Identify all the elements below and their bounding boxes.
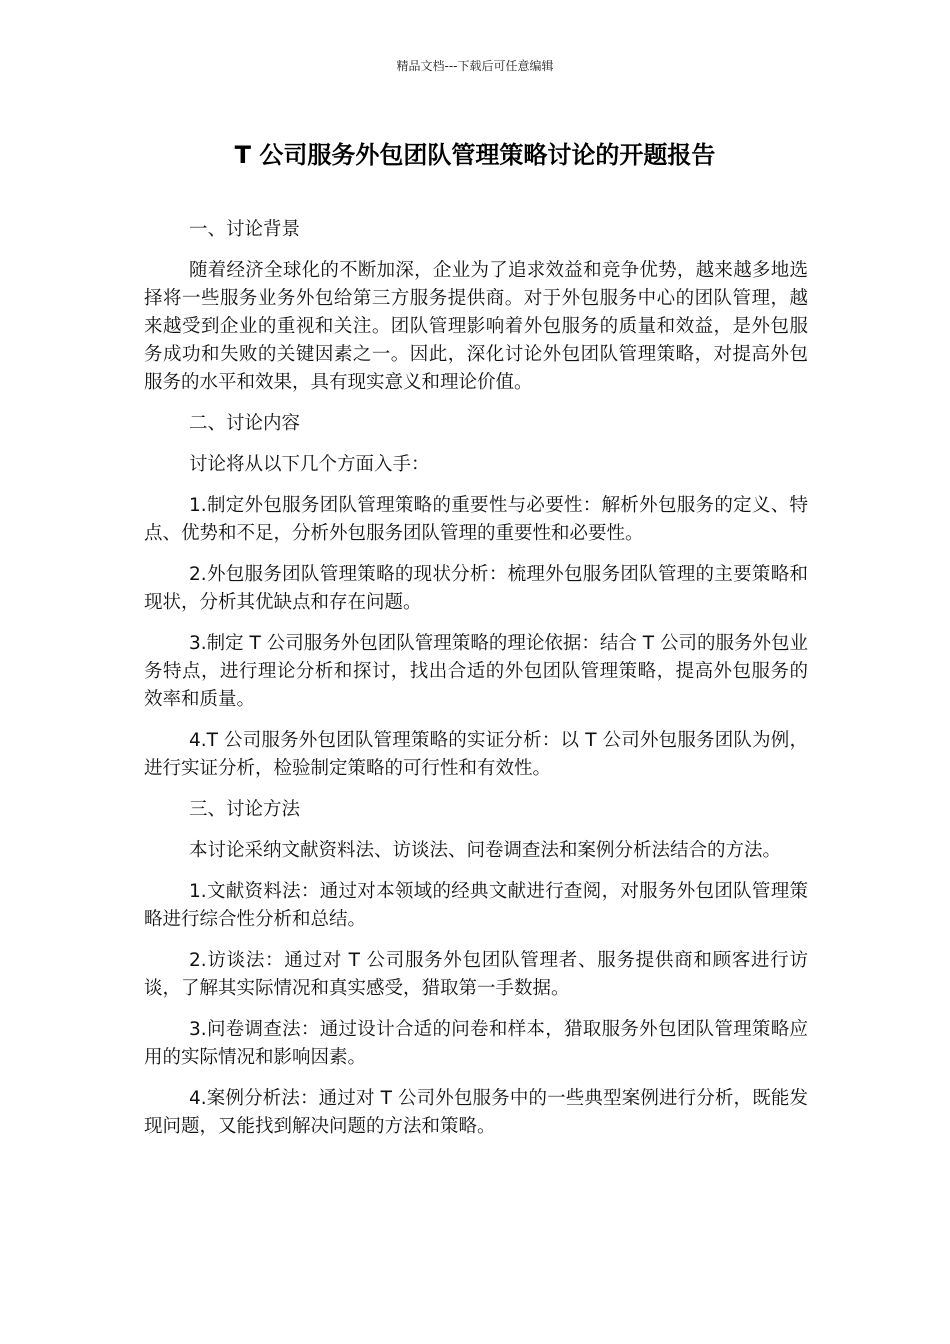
section-heading-content: 二、讨论内容 [189, 413, 301, 434]
document-title: T 公司服务外包团队管理策略讨论的开题报告 [234, 141, 716, 169]
section-heading-methods: 三、讨论方法 [189, 799, 301, 820]
list-item-method-3: 3.问卷调查法：通过设计合适的问卷和样本，猎取服务外包团队管理策略应用的实际情况和影响因素。 [144, 1019, 808, 1068]
section-heading-background: 一、讨论背景 [189, 219, 301, 240]
list-item-content-4: 4.T 公司服务外包团队管理策略的实证分析：以 T 公司外包服务团队为例，进行实证分析，检验制定策略的可行性和有效性。 [144, 730, 808, 779]
list-item-content-3: 3.制定 T 公司服务外包团队管理策略的理论依据：结合 T 公司的服务外包业务特点，进行理论分析和探讨，找出合适的外包团队管理策略，提高外包服务的效率和质量。 [144, 633, 808, 710]
paragraph-methods-intro: 本讨论采纳文献资料法、访谈法、问卷调查法和案例分析法结合的方法。 [189, 840, 782, 861]
paragraph-content-intro: 讨论将从以下几个方面入手： [189, 454, 430, 475]
page-header-note: 精品文档---下载后可任意编辑 [396, 59, 554, 73]
list-item-content-1: 1.制定外包服务团队管理策略的重要性与必要性：解析外包服务的定义、特点、优势和不足，分析外包服务团队管理的重要性和必要性。 [144, 495, 808, 544]
list-item-method-2: 2.访谈法：通过对 T 公司服务外包团队管理者、服务提供商和顾客进行访谈，了解其实际情况和真实感受，猎取第一手数据。 [144, 950, 808, 999]
document-body [144, 216, 808, 1154]
list-item-content-2: 2.外包服务团队管理策略的现状分析：梳理外包服务团队管理的主要策略和现状，分析其优缺点和存在问题。 [144, 564, 808, 613]
list-item-method-4: 4.案例分析法：通过对 T 公司外包服务中的一些典型案例进行分析，既能发现问题，又能找到解决问题的方法和策略。 [144, 1088, 808, 1137]
list-item-method-1: 1.文献资料法：通过对本领域的经典文献进行查阅，对服务外包团队管理策略进行综合性分析和总结。 [144, 881, 808, 930]
paragraph-background: 随着经济全球化的不断加深，企业为了追求效益和竞争优势，越来越多地选择将一些服务业务外包给第三方服务提供商。对于外包服务中心的团队管理，越来越受到企业的重视和关注。团队管理影响着外包服务的质量和效益，是外包服务成功和失败的关键因素之一。因此，深化讨论外包团队管理策略，对提高外包服务的水平和效果，具有现实意义和理论价值。 [144, 260, 808, 393]
